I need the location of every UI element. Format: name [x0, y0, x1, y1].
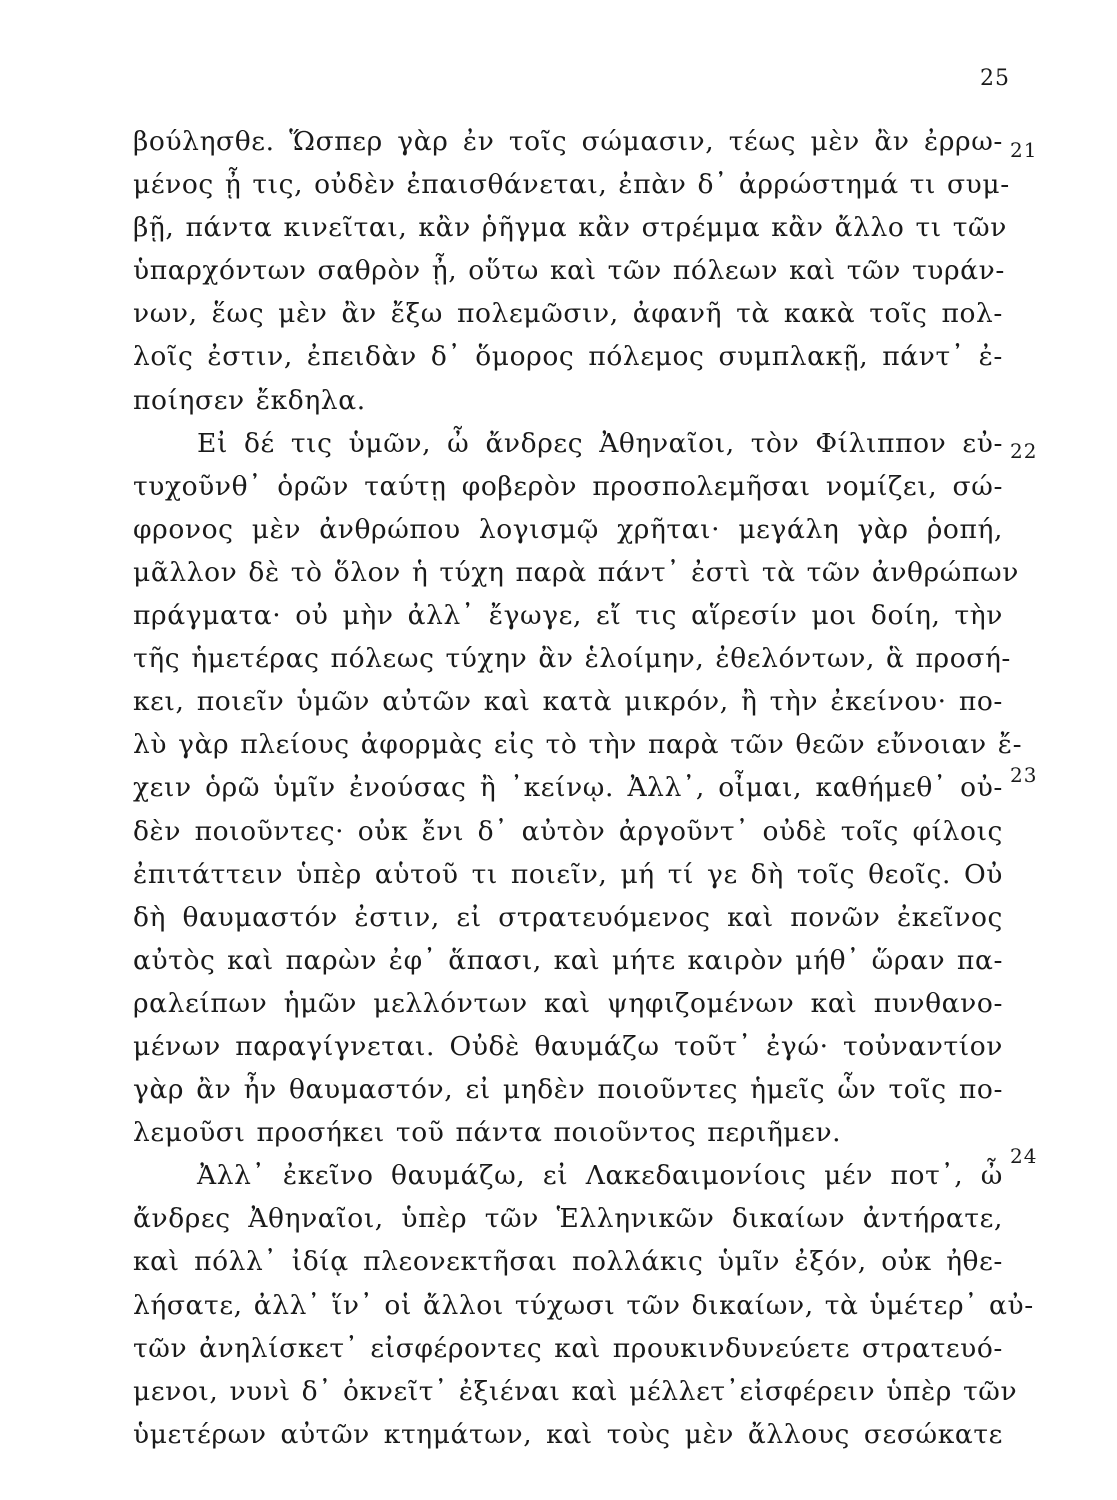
section-number: 22: [1010, 439, 1038, 463]
text-line: δὲν ποιοῦντες· οὐκ ἔνι δ᾽ αὐτὸν ἀργοῦντ᾽ οὐδὲ τοῖς φίλοις: [133, 815, 1003, 847]
section-number: 23: [1010, 763, 1038, 787]
text-line: ραλείπων ἡμῶν μελλόντων καὶ ψηφιζομένων καὶ πυνθανο-: [133, 987, 1003, 1019]
section-number: 21: [1010, 138, 1038, 162]
text-line: λήσατε, ἀλλ᾽ ἵν᾽ οἱ ἄλλοι τύχωσι τῶν δικαίων, τὰ ὑμέτερ᾽ αὐ-: [133, 1289, 1034, 1321]
text-line: γὰρ ἂν ἦν θαυμαστόν, εἰ μηδὲν ποιοῦντες ἡμεῖς ὧν τοῖς πο-: [133, 1074, 1003, 1106]
section-number: 24: [1010, 1144, 1038, 1168]
text-line: νων, ἕως μὲν ἂν ἔξω πολεμῶσιν, ἀφανῆ τὰ κακὰ τοῖς πολ-: [133, 298, 1003, 330]
page-number: 25: [980, 66, 1010, 91]
text-line: τῶν ἀνηλίσκετ᾽ εἰσφέροντες καὶ προυκινδυνεύετε στρατευό-: [133, 1332, 1003, 1364]
text-line: φρονος μὲν ἀνθρώπου λογισμῷ χρῆται· μεγάλη γὰρ ῥοπή,: [133, 513, 1003, 545]
text-line: μᾶλλον δὲ τὸ ὅλον ἡ τύχη παρὰ πάντ᾽ ἐστὶ τὰ τῶν ἀνθρώπων: [133, 556, 1019, 588]
text-line: αὐτὸς καὶ παρὼν ἐφ᾽ ἅπασι, καὶ μήτε καιρὸν μήθ᾽ ὥραν πα-: [133, 944, 1003, 976]
text-line: δὴ θαυμαστόν ἐστιν, εἰ στρατευόμενος καὶ πονῶν ἐκεῖνος: [133, 901, 1003, 933]
text-line: Ἀλλ᾽ ἐκεῖνο θαυμάζω, εἰ Λακεδαιμονίοις μέν ποτ᾽, ὦ: [197, 1160, 1003, 1192]
text-line: ὑμετέρων αὐτῶν κτημάτων, καὶ τοὺς μὲν ἄλλους σεσώκατε: [133, 1418, 1003, 1450]
text-line: λοῖς ἐστιν, ἐπειδὰν δ᾽ ὅμορος πόλεμος συμπλακῇ, πάντ᾽ ἐ-: [133, 341, 1003, 373]
text-line: μενοι, νυνὶ δ᾽ ὀκνεῖτ᾽ ἐξιέναι καὶ μέλλετ᾽εἰσφέρειν ὑπὲρ τῶν: [133, 1375, 1018, 1407]
text-line: καὶ πόλλ᾽ ἰδίᾳ πλεονεκτῆσαι πολλάκις ὑμῖν ἐξόν, οὐκ ἠθε-: [133, 1246, 1003, 1278]
text-line: Εἰ δέ τις ὑμῶν, ὦ ἄνδρες Ἀθηναῖοι, τὸν Φίλιππον εὐ-: [197, 427, 1003, 459]
text-line: ποίησεν ἔκδηλα.: [133, 384, 366, 416]
text-line: μένος ᾖ τις, οὐδὲν ἐπαισθάνεται, ἐπὰν δ᾽ ἀρρώστημά τι συμ-: [133, 169, 1010, 201]
text-line: μένων παραγίγνεται. Οὐδὲ θαυμάζω τοῦτ᾽ ἐγώ· τοὐναντίον: [133, 1030, 1003, 1062]
text-line: τῆς ἡμετέρας πόλεως τύχην ἂν ἑλοίμην, ἐθελόντων, ἃ προσή-: [133, 643, 1011, 675]
text-line: ἄνδρες Ἀθηναῖοι, ὑπὲρ τῶν Ἑλληνικῶν δικαίων ἀντήρατε,: [133, 1203, 1003, 1235]
text-line: ὑπαρχόντων σαθρὸν ᾖ, οὕτω καὶ τῶν πόλεων καὶ τῶν τυράν-: [133, 255, 1005, 287]
text-line: λεμοῦσι προσήκει τοῦ πάντα ποιοῦντος περιῆμεν.: [133, 1117, 842, 1149]
text-line: πράγματα· οὐ μὴν ἀλλ᾽ ἔγωγε, εἴ τις αἵρεσίν μοι δοίη, τὴν: [133, 600, 1003, 632]
text-line: βῇ, πάντα κινεῖται, κἂν ῥῆγμα κἂν στρέμμα κἂν ἄλλο τι τῶν: [133, 212, 1007, 244]
text-line: λὺ γὰρ πλείους ἀφορμὰς εἰς τὸ τὴν παρὰ τῶν θεῶν εὔνοιαν ἔ-: [133, 729, 1023, 761]
text-line: χειν ὁρῶ ὑμῖν ἐνούσας ἢ ᾽κείνῳ. Ἀλλ᾽, οἶμαι, καθήμεθ᾽ οὐ-: [133, 772, 1003, 804]
text-line: βούλησθε. Ὥσπερ γὰρ ἐν τοῖς σώμασιν, τέως μὲν ἂν ἐρρω-: [133, 126, 1003, 157]
text-line: ἐπιτάττειν ὑπὲρ αὑτοῦ τι ποιεῖν, μή τί γε δὴ τοῖς θεοῖς. Οὐ: [133, 858, 1003, 890]
text-line: κει, ποιεῖν ὑμῶν αὐτῶν καὶ κατὰ μικρόν, ἢ τὴν ἐκείνου· πο-: [133, 686, 1003, 718]
text-line: τυχοῦνθ᾽ ὁρῶν ταύτῃ φοβερὸν προσπολεμῆσαι νομίζει, σώ-: [133, 470, 1003, 502]
